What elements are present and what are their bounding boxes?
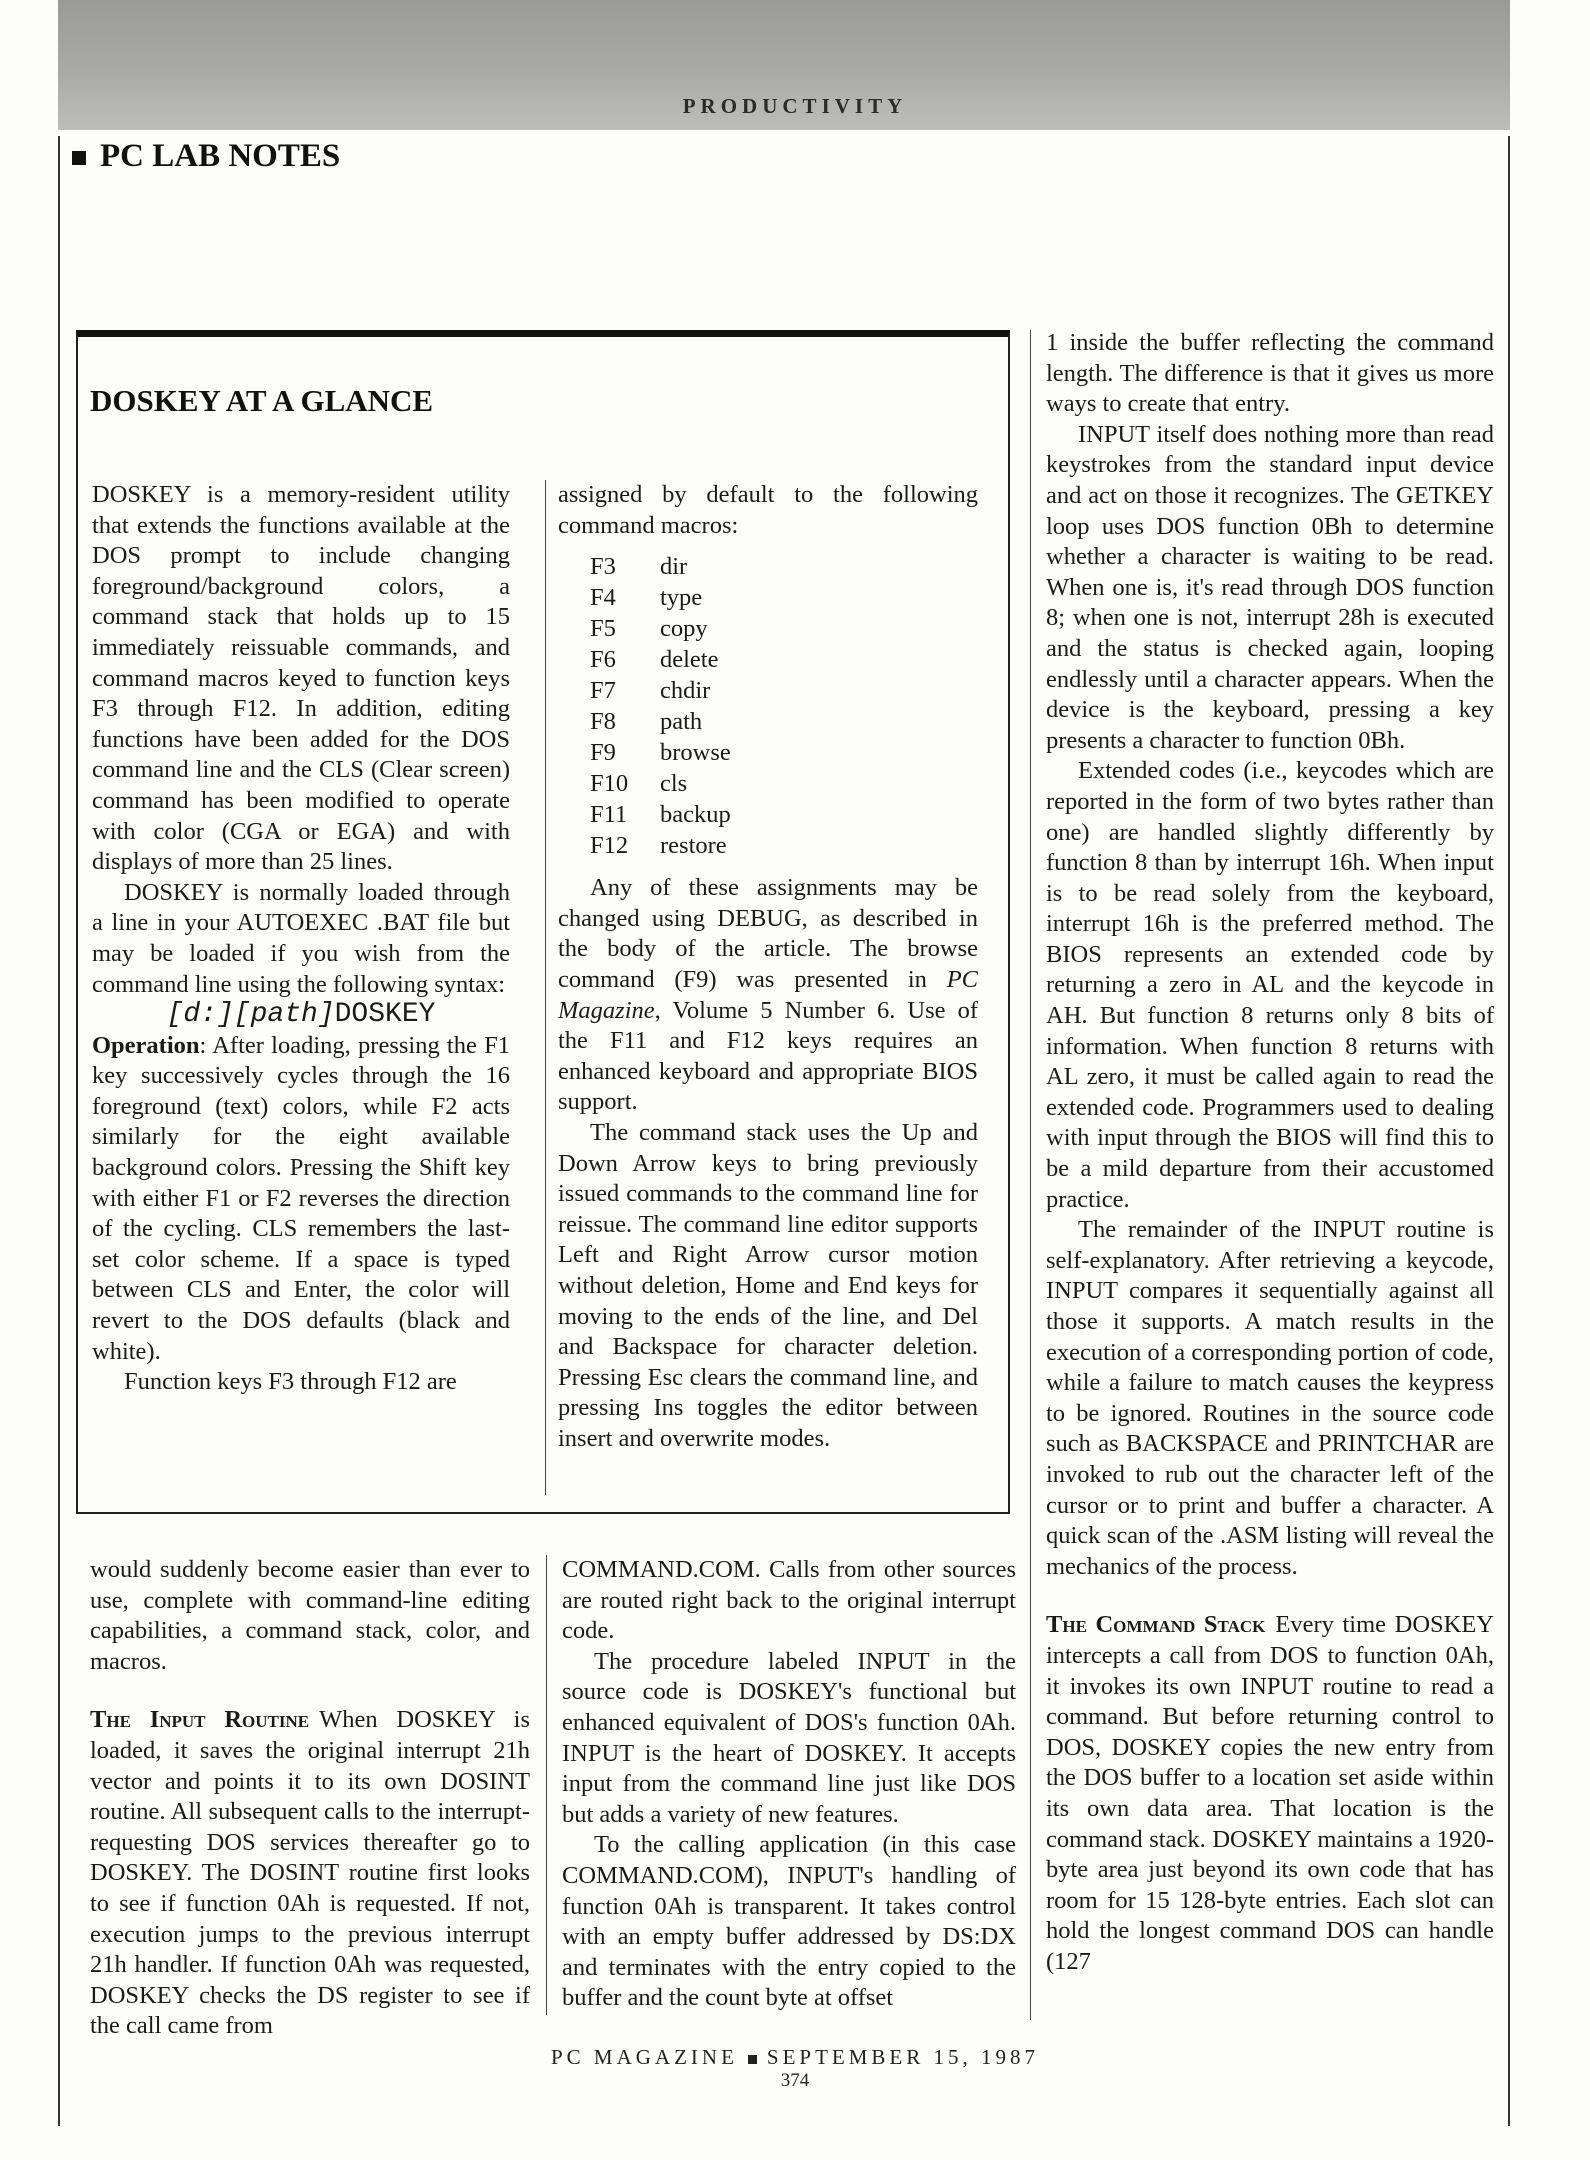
right-rule [1508, 136, 1510, 2126]
text-run: , Volume 5 Number 6. Use of the F11 and F12 keys requires an enhanced keyboard and appropriate BIOS support. [558, 996, 978, 1116]
macro-command: delete [660, 646, 719, 674]
macro-row [590, 737, 978, 768]
macro-command: browse [660, 739, 731, 767]
syntax-line [92, 1000, 510, 1031]
macro-command: copy [660, 615, 708, 643]
macro-row [590, 644, 978, 675]
macro-key: F8 [590, 708, 616, 736]
macro-command: cls [660, 770, 688, 798]
article-paragraph: The remainder of the INPUT routine is self-explanatory. After retrieving a keycode, INPUT compares it sequentially against all those it supports. A match results in the execution of a corresponding portion of code, while a failure to match causes the keypress to be ignored. Routines in the source code such as BACKSPACE and PRINTCHAR are invoked to rub out the character left of the cursor or to print and buffer a character. A quick scan of the .ASM listing will reveal the mechanics of the process. [1046, 1216, 1494, 1580]
macro-key: F9 [590, 739, 616, 767]
macro-key: F7 [590, 677, 616, 705]
macro-key: F4 [590, 584, 616, 612]
macro-row [590, 830, 978, 861]
column-title [72, 138, 340, 175]
page-number: 374 [780, 2070, 810, 2091]
article-paragraph: To the calling application (in this case COMMAND.COM), INPUT's handling of function 0Ah is transparent. It takes control with an empty buffer addressed by DS:DX and terminates with the entry copied to the buffer and the count byte at offset [562, 1831, 1016, 2012]
macro-key: F6 [590, 646, 616, 674]
text-run: Every time DOSKEY intercepts a call from DOS to function 0Ah, it invokes its own INPUT routine to read a command. But before returning control to DOS, DOSKEY copies the new entry from the DOS buffer to a location set aside within its own data area. That location is the command stack. DOSKEY maintains a 1920-byte area just beyond its own code that has room for 15 128-byte entries. Each slot can hold the longest command DOS can handle (127 [1046, 1611, 1494, 1975]
syntax-command: DOSKEY [334, 999, 436, 1031]
operation-text: : After loading, pressing the F1 key successively cycles through the 16 foreground (text) colors, while F2 acts similarly for the eight available background colors. Pressing the Shift key with either F1 or F2 reverses the direction of the cycling. CLS remembers the last-set color scheme. If a space is typed between CLS and Enter, the color will revert to the DOS defaults (black and white). [92, 1031, 510, 1365]
footer [0, 2045, 1590, 2070]
sidebar-paragraph: Function keys F3 through F12 are [124, 1368, 457, 1396]
footer-separator [748, 2055, 757, 2064]
sidebar-paragraph [92, 1031, 510, 1368]
article-paragraph: COMMAND.COM. Calls from other sources are routed right back to the original interrupt code. [562, 1556, 1016, 1645]
syntax-path: [path] [233, 999, 335, 1031]
article-paragraph: would suddenly become easier than ever to use, complete with command-line editing capabilities, a command stack, color, and macros. [90, 1556, 530, 1675]
macro-table [590, 551, 978, 861]
sidebar-paragraph: DOSKEY is a memory-resident utility that extends the functions available at the DOS prompt to include changing foreground/background colors, a command stack that holds up to 15 immediately reissuable commands, and command macros keyed to function keys F3 through F12. In addition, editing functions have been added for the DOS command line and the CLS (Clear screen) command has been modified to operate with color (CGA or EGA) and with displays of more than 25 lines. [92, 481, 510, 876]
article-paragraph: The procedure labeled INPUT in the source code is DOSKEY's functional but enhanced equivalent of DOS's function 0Ah. INPUT is the heart of DOSKEY. It accepts input from the command line just like DOS but adds a variety of new features. [562, 1647, 1016, 1828]
subheading: The Input Routine [90, 1706, 310, 1734]
macro-row [590, 675, 978, 706]
macro-key: F3 [590, 553, 616, 581]
article-column-3 [1046, 328, 1494, 1977]
macro-key: F10 [590, 770, 629, 798]
article-paragraph: INPUT itself does nothing more than read keystrokes from the standard input device and act on those it recognizes. The GETKEY loop uses DOS function 0Bh to determine whether a character is waiting to be read. When one is, it's read through DOS function 8; when one is not, interrupt 28h is executed and the status is checked again, looping endlessly until a character appears. When the device is the keyboard, pressing a key presents a character to function 0Bh. [1046, 420, 1494, 754]
sidebar-paragraph: The command stack uses the Up and Down Arrow keys to bring previously issued commands to the command line for reissue. The command line editor supports Left and Right Arrow cursor motion without deletion, Home and End keys for moving to the ends of the line, and Del and Backspace for character deletion. Pressing Esc clears the command line, and pressing Ins toggles the editor between insert and overwrite modes. [558, 1118, 978, 1452]
sidebar-divider [545, 480, 546, 1495]
sidebar-paragraph: assigned by default to the following command macros: [558, 481, 978, 539]
sidebar-title: DOSKEY AT A GLANCE [90, 383, 434, 418]
macro-row [590, 551, 978, 582]
syntax-drive: [d:] [166, 999, 234, 1031]
article-paragraph: 1 inside the buffer reflecting the command length. The difference is that it gives us more ways to create that entry. [1046, 329, 1494, 418]
macro-command: backup [660, 801, 731, 829]
macro-command: chdir [660, 677, 711, 705]
article-column-2 [562, 1555, 1016, 2014]
sidebar-column-1 [92, 480, 510, 1398]
section-title: PRODUCTIVITY [682, 94, 908, 118]
macro-command: path [660, 708, 703, 736]
macro-key: F12 [590, 832, 629, 860]
article-column-1 [90, 1555, 530, 2042]
macro-key: F5 [590, 615, 616, 643]
text-run: When DOSKEY is loaded, it saves the original interrupt 21h vector and points it to its own DOSINT routine. All subsequent calls to the interrupt-requesting DOS services thereafter go to DOSKEY. The DOSINT routine first looks to see if function 0Ah is requested. If not, execution jumps to the previous interrupt 21h handler. If function 0Ah was requested, DOSKEY checks the DS register to see if the call came from [90, 1706, 530, 2040]
column-divider [546, 1555, 547, 2015]
footer-magazine: PC MAGAZINE [550, 2045, 738, 2069]
macro-row [590, 613, 978, 644]
magazine-name: PC Magazine [558, 965, 978, 1024]
column-divider [1030, 330, 1031, 2020]
macro-row [590, 799, 978, 830]
macro-row [590, 706, 978, 737]
macro-key: F11 [590, 801, 628, 829]
subheading: The Command Stack [1046, 1611, 1266, 1639]
bullet-icon [72, 151, 86, 165]
macro-row [590, 768, 978, 799]
column-title-text: PC LAB NOTES [100, 138, 341, 174]
sidebar-paragraph [558, 873, 978, 1118]
macro-row [590, 582, 978, 613]
sidebar-paragraph: DOSKEY is normally loaded through a line in your AUTOEXEC .BAT file but may be loaded if you wish from the command line using the following syntax: [92, 878, 510, 998]
macro-command: dir [660, 553, 688, 581]
left-rule [58, 136, 60, 2126]
operation-heading: Operation [92, 1031, 200, 1059]
text-run: Any of these assignments may be changed using DEBUG, as described in the body of the article. The browse command (F9) was presented in [558, 874, 978, 993]
article-paragraph: Extended codes (i.e., keycodes which are reported in the form of two bytes rather than one) are handled slightly differently by function 8 than by interrupt 16h. When input is to be read solely from the keyboard, interrupt 16h is the preferred method. The BIOS represents an extended code by returning a zero in AL and the keycode in AH. But function 8 returns only 8 bits of information. When function 8 returns with AL zero, it must be called again to read the extended code. Programmers used to dealing with input through the BIOS will find this to be a mild departure from their accustomed practice. [1046, 757, 1494, 1213]
macro-command: restore [660, 832, 727, 860]
macro-command: type [660, 584, 703, 612]
sidebar-column-2 [558, 480, 978, 1454]
footer-date: SEPTEMBER 15, 1987 [766, 2045, 1040, 2069]
